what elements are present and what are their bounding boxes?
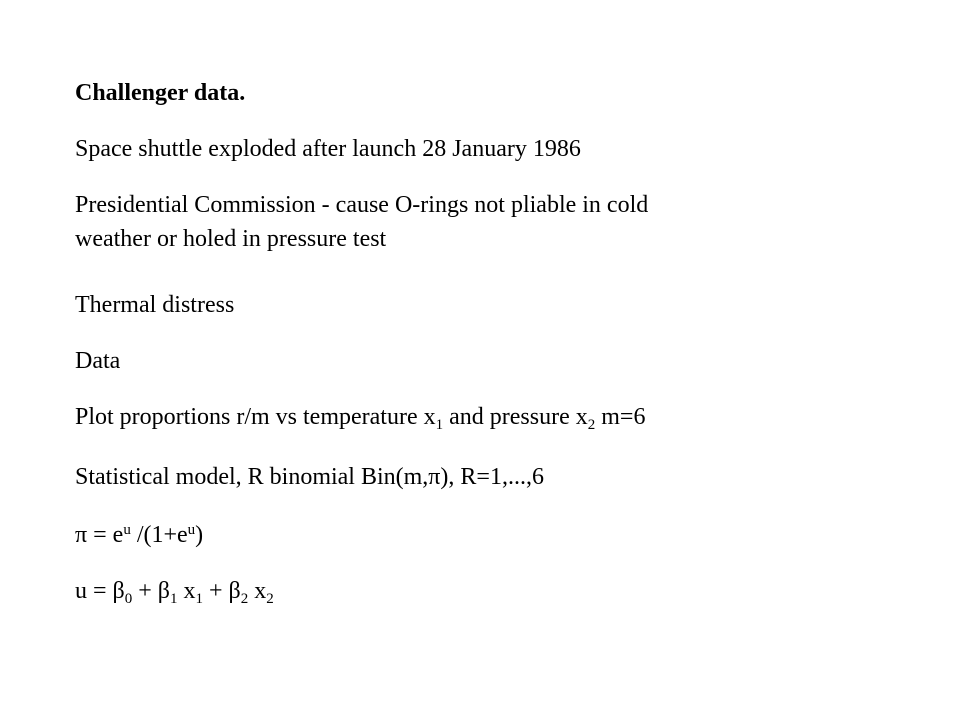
- slide-title: Challenger data.: [75, 80, 246, 106]
- pi-post: ): [195, 522, 204, 548]
- plot-text-pre: Plot proportions r/m vs temperature x: [75, 404, 436, 430]
- u-subscript-x1: 1: [195, 591, 203, 607]
- pi-pre: π = e: [75, 522, 124, 548]
- plot-text-mid: and pressure x: [443, 404, 588, 430]
- u-subscript-beta2: 2: [240, 591, 249, 607]
- commission-text-2: weather or holed in pressure test: [75, 226, 387, 252]
- pi-superscript-1: u: [123, 522, 131, 538]
- commission-text-1: Presidential Commission - cause O-rings not pliable in cold: [75, 192, 649, 218]
- text-line-thermal: Thermal distress: [75, 292, 235, 318]
- formula-pi: [75, 518, 203, 552]
- u-subscript-0: 0: [124, 591, 133, 607]
- u-part-d: + β: [203, 578, 241, 604]
- plot-text-post: m=6: [595, 404, 646, 430]
- plot-subscript-2: 2: [587, 417, 596, 433]
- pi-superscript-2: u: [187, 522, 196, 538]
- plot-subscript-1: 1: [435, 417, 444, 433]
- u-subscript-x2: 2: [266, 591, 274, 607]
- u-part-c: x: [177, 578, 196, 604]
- u-subscript-beta1: 1: [170, 591, 178, 607]
- u-part-a: u = β: [75, 578, 125, 604]
- text-line-data: Data: [75, 348, 121, 374]
- text-line-plot: [75, 400, 645, 434]
- pi-mid: /(1+e: [130, 522, 188, 548]
- text-line-commission: [75, 188, 648, 256]
- u-part-b: + β: [132, 578, 170, 604]
- text-line-launch: Space shuttle exploded after launch 28 January 1986: [75, 136, 581, 162]
- u-part-e: x: [248, 578, 267, 604]
- text-line-model: Statistical model, R binomial Bin(m,π), R=1,...,6: [75, 464, 544, 490]
- formula-u: [75, 574, 274, 608]
